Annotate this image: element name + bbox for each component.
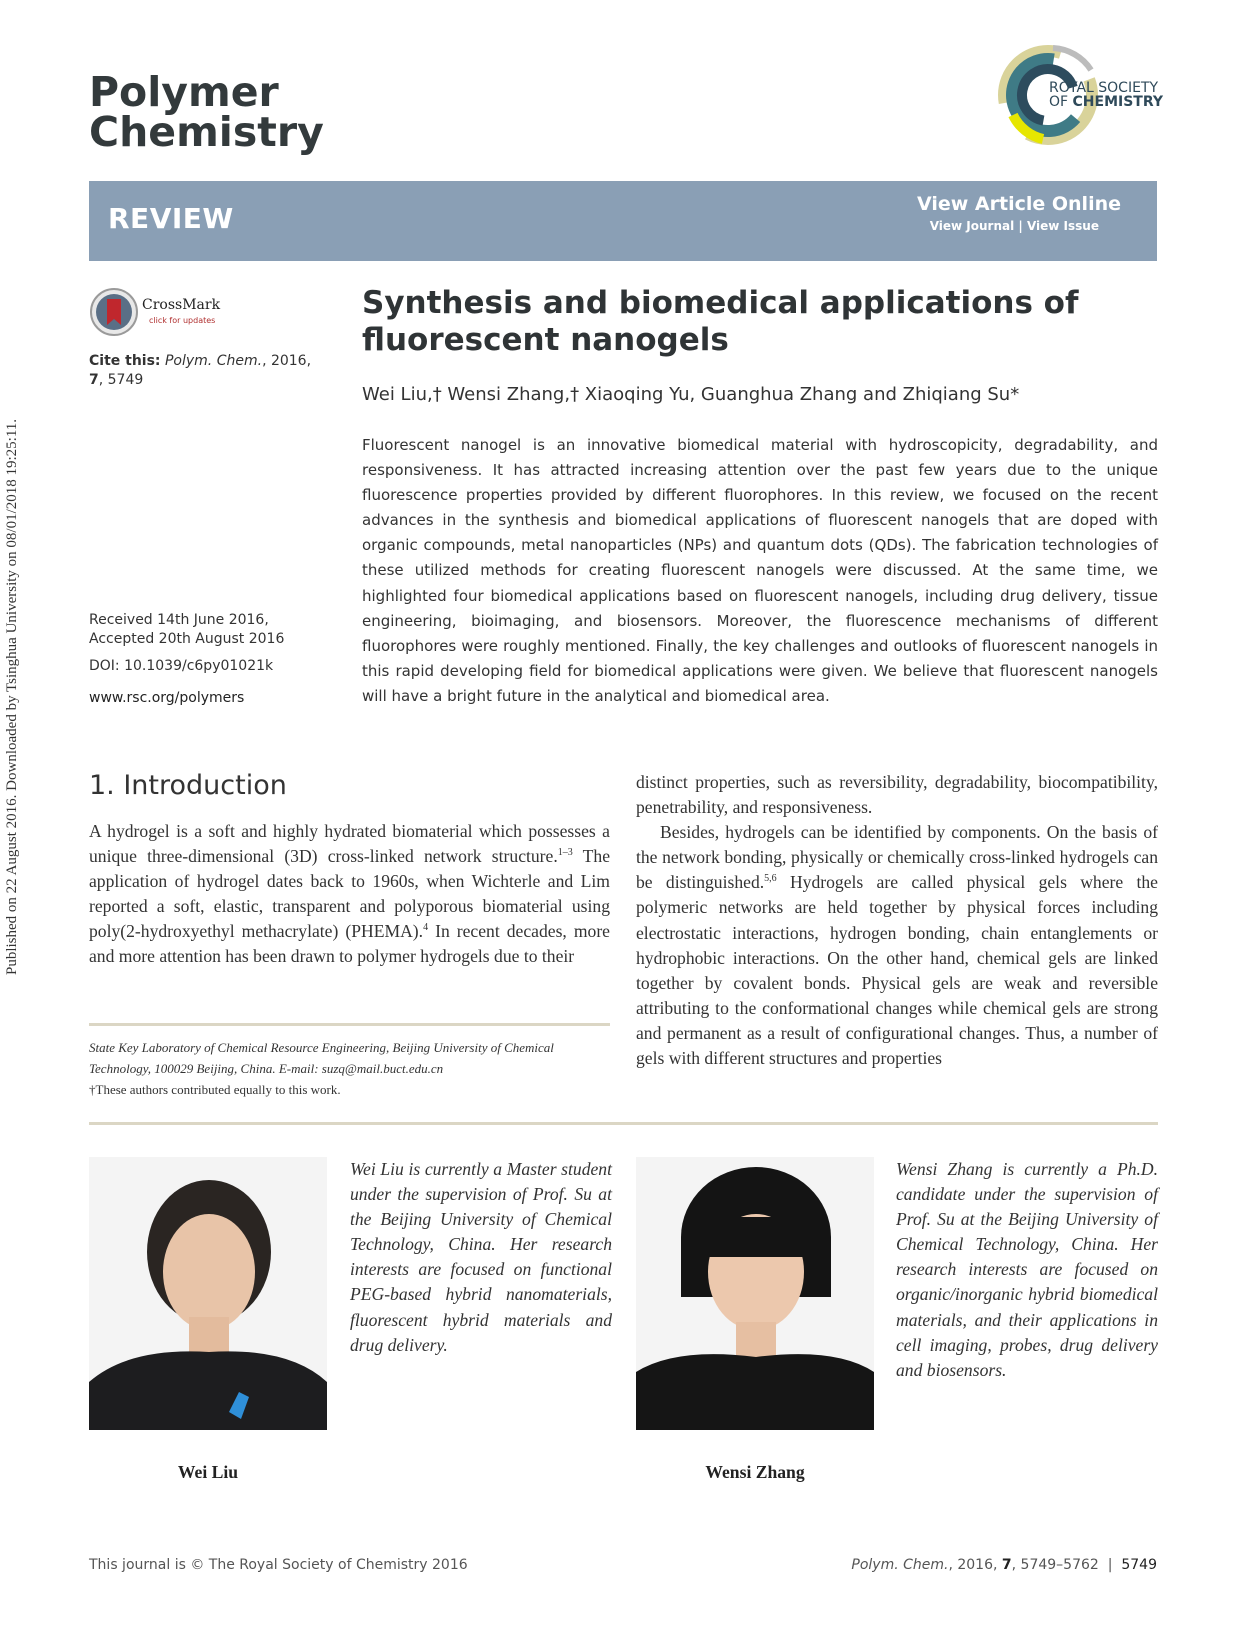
crossmark-sublabel: click for updates	[149, 316, 216, 325]
paragraph-text: A hydrogel is a soft and highly hydrated biomaterial which possesses a unique three-dimensional (3D) cross-linked network structure.	[89, 821, 610, 867]
affiliation: State Key Laboratory of Chemical Resource Engineering, Beijing University of Chemical Technology, 100029 Beijing, China. E-mail: suzq@mail.buct.edu.cn	[89, 1040, 554, 1076]
rsc-logo-line1: ROYAL SOCIETY	[1049, 80, 1159, 96]
footnote-divider	[89, 1023, 610, 1026]
review-banner	[89, 181, 1157, 261]
author-name-caption: Wensi Zhang	[705, 1462, 805, 1482]
received-date: Received 14th June 2016,	[89, 612, 269, 628]
paragraph-text: Hydrogels are called physical gels where the polymeric networks are held together by physical forces including electrostatic interactions, hydrogen bonding, chain entanglements or hydrophobic interactions. On the other hand, chemical gels are linked together by covalent bonds. Physical gels are weak and reversible attributing to the conformational changes while chemical gels are strong and permanent as a result of configurational changes. Thus, a number of gels with different structures and properties	[636, 872, 1158, 1069]
rsc-logo-bold: CHEMISTRY	[1072, 94, 1164, 110]
rsc-logo-line2	[1049, 95, 1163, 109]
footer-pages: , 5749–5762	[1011, 1557, 1099, 1573]
paragraph	[636, 820, 1158, 1071]
footer-year: , 2016,	[948, 1557, 1002, 1573]
page-number: 5749	[1121, 1557, 1157, 1573]
footer-copyright: This journal is © The Royal Society of Chemistry 2016	[89, 1557, 468, 1573]
crossmark-label: CrossMark	[142, 297, 221, 313]
footer-volume: 7	[1001, 1557, 1012, 1573]
paragraph-text: In recent decades, more and more attention has been drawn to polymer hydrogels due to their	[89, 921, 610, 967]
body-column-right	[636, 770, 1158, 1071]
cite-volume: 7	[89, 372, 99, 388]
footer-journal: Polym. Chem.	[851, 1557, 949, 1573]
author-photo-wei-liu	[89, 1157, 327, 1430]
cite-page: , 5749	[98, 372, 144, 388]
paragraph: distinct properties, such as reversibility, degradability, biocompatibility, penetrability, and responsiveness.	[636, 772, 1158, 818]
rsc-logo	[993, 40, 1163, 155]
doi[interactable]: DOI: 10.1039/c6py01021k	[89, 658, 274, 674]
equal-contribution-note: †These authors contributed equally to this work.	[89, 1082, 341, 1097]
author-name-caption: Wei Liu	[177, 1462, 239, 1482]
article-dates	[89, 611, 329, 649]
article-title: Synthesis and biomedical applications of fluorescent nanogels	[362, 285, 1079, 358]
bio-divider	[89, 1122, 1158, 1125]
journal-title	[89, 68, 324, 156]
rsc-logo-prefix: OF	[1049, 94, 1073, 110]
reference-link[interactable]: 4	[423, 922, 429, 934]
view-links	[930, 219, 1099, 233]
cite-label: Cite this:	[89, 353, 161, 369]
accepted-date: Accepted 20th August 2016	[89, 631, 285, 647]
crossmark-badge[interactable]	[89, 287, 229, 339]
cite-journal: Polym. Chem.	[164, 353, 263, 369]
footnote	[89, 1037, 610, 1100]
article-type-label: REVIEW	[108, 202, 234, 235]
author-photo-wensi-zhang	[636, 1157, 874, 1430]
reference-link[interactable]: 5,6	[764, 873, 777, 885]
paragraph-text: Besides, hydrogels can be identified by components. On the basis of the network bonding, physically or chemically cross-linked hydrogels can be distinguished.	[636, 822, 1158, 893]
view-journal-link[interactable]: View Journal	[929, 219, 1015, 233]
abstract: Fluorescent nanogel is an innovative biomedical material with hydroscopicity, degradability, and responsiveness. It has attracted increasing attention over the past few years due to the unique fluorescence properties provided by different fluorophores. In this review, we focused on the recent advances in the synthesis and biomedical applications of fluorescent nanogels that are doped with organic compounds, metal nanoparticles (NPs) and quantum dots (QDs). The fabrication technologies of these utilized methods for creating fluorescent nanogels were discussed. At the same time, we highlighted four biomedical applications based on fluorescent nanogels, including drug delivery, tissue engineering, bioimaging, and biosensors. Moreover, the fluorescence mechanisms of different fluorophores were roughly mentioned. Finally, the key challenges and outlooks of fluorescent nanogels in this rapid developing field for biomedical applications were given. We believe that fluorescent nanogels will have a bright future in the analytical and biomedical area.	[362, 436, 1158, 705]
view-issue-link[interactable]: View Issue	[1026, 219, 1099, 233]
footer-separator: |	[1098, 1557, 1122, 1573]
view-article-online-link[interactable]: View Article Online	[917, 193, 1121, 215]
link-separator: |	[1018, 219, 1023, 233]
footer-citation	[851, 1557, 1157, 1573]
section-heading: 1. Introduction	[89, 770, 287, 801]
portrait-icon	[89, 1157, 327, 1430]
body-column-left	[89, 819, 610, 970]
paragraph-text: The application of hydrogel dates back to 1960s, when Wichterle and Lim reported a soft, elastic, transparent and polyporous biomaterial using poly(2-hydroxyethyl methacrylate) (PHEMA).	[89, 846, 611, 942]
download-watermark: Published on 22 August 2016. Downloaded by Tsinghua University on 08/01/2018 19:25:11.	[4, 418, 20, 975]
cite-year: , 2016,	[262, 353, 312, 369]
author-list: Wei Liu,† Wensi Zhang,† Xiaoqing Yu, Guanghua Zhang and Zhiqiang Su*	[362, 384, 1020, 405]
journal-title-line2: Chemistry	[89, 108, 324, 156]
reference-link[interactable]: 1–3	[557, 847, 573, 859]
portrait-icon	[636, 1157, 874, 1430]
author-bio: Wensi Zhang is currently a Ph.D. candidate under the supervision of Prof. Su at the Beijing University of Chemical Technology, China. Her research interests are focused on organic/inorganic hybrid biomedical materials, and their applications in cell imaging, probes, drug delivery and biosensors.	[896, 1159, 1158, 1380]
journal-website-link[interactable]: www.rsc.org/polymers	[89, 690, 245, 706]
crossmark-icon	[89, 287, 139, 337]
citation	[89, 352, 329, 390]
journal-title-line1: Polymer	[89, 68, 279, 116]
author-bio: Wei Liu is currently a Master student under the supervision of Prof. Su at the Beijing University of Chemical Technology, China. Her research interests are focused on functional PEG-based hybrid nanomaterials, fluorescent hybrid materials and drug delivery.	[350, 1159, 612, 1355]
